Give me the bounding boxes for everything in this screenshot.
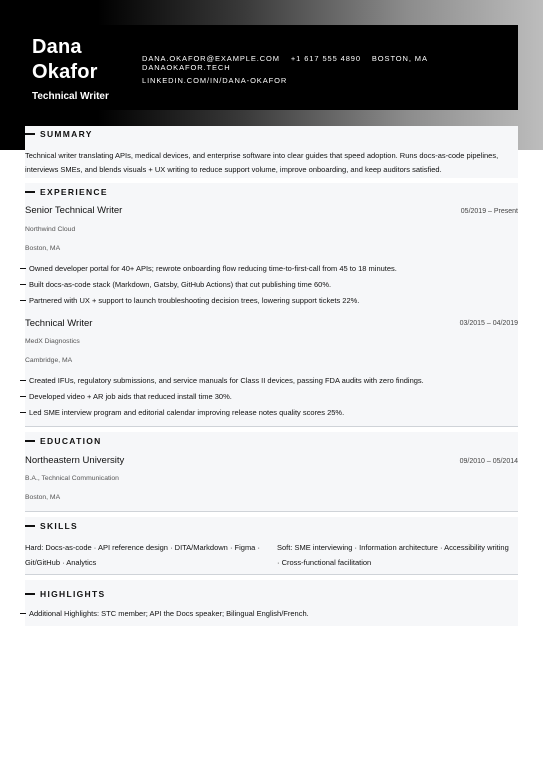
dash-icon bbox=[25, 191, 35, 192]
list-item: Owned developer portal for 40+ APIs; rewrote onboarding flow reducing time-to-first-call from 45 to 18 minutes. bbox=[20, 264, 397, 273]
job-title: Technical Writer bbox=[32, 91, 109, 102]
education-dates: 09/2010 – 05/2014 bbox=[459, 458, 518, 465]
dash-icon bbox=[20, 396, 26, 397]
dash-icon bbox=[20, 613, 26, 614]
job-location: Boston, MA bbox=[25, 245, 61, 252]
job-location: Cambridge, MA bbox=[25, 357, 73, 364]
soft-skills: · Cross-functional facilitation bbox=[277, 558, 372, 567]
dash-icon bbox=[25, 133, 35, 134]
divider bbox=[25, 511, 518, 512]
phone: +1 617 555 4890 bbox=[290, 54, 361, 63]
list-item: Additional Highlights: STC member; API the Docs speaker; Bilingual English/French. bbox=[20, 609, 309, 618]
summary-text: Technical writer translating APIs, medical devices, and enterprise software into clear guides that speed adoption. Runs docs-as-code pipelines, bbox=[25, 151, 499, 160]
job-company: MedX Diagnostics bbox=[25, 338, 80, 345]
dash-icon bbox=[25, 525, 35, 526]
section-heading: SUMMARY bbox=[25, 127, 93, 141]
section-heading: SKILLS bbox=[25, 519, 78, 533]
experience-section bbox=[25, 183, 518, 427]
education-section bbox=[25, 432, 518, 511]
school-name: Northeastern University bbox=[25, 455, 125, 466]
degree: B.A., Technical Communication bbox=[25, 475, 119, 482]
location: BOSTON, MA bbox=[371, 54, 428, 63]
list-item: Partnered with UX + support to launch troubleshooting decision trees, lowering support tickets 22%. bbox=[20, 296, 359, 305]
list-item: Developed video + AR job aids that reduced install time 30%. bbox=[20, 392, 232, 401]
contact-line-2 bbox=[142, 76, 295, 85]
job-role: Technical Writer bbox=[25, 318, 93, 329]
list-item: Created IFUs, regulatory submissions, and service manuals for Class II devices, passing FDA audits with zero findings. bbox=[20, 376, 424, 385]
section-heading: EDUCATION bbox=[25, 434, 102, 448]
list-item: Built docs-as-code stack (Markdown, Gatsby, GitHub Actions) that cut publishing time 60%. bbox=[20, 280, 331, 289]
education-location: Boston, MA bbox=[25, 494, 61, 501]
dash-icon bbox=[20, 412, 26, 413]
header bbox=[25, 25, 518, 110]
dash-icon bbox=[20, 284, 26, 285]
dash-icon bbox=[25, 593, 35, 594]
section-heading: EXPERIENCE bbox=[25, 185, 108, 199]
job-company: Northwind Cloud bbox=[25, 226, 76, 233]
divider bbox=[25, 426, 518, 427]
list-item: Led SME interview program and editorial calendar improving release notes quality scores 25%. bbox=[20, 408, 344, 417]
section-heading: HIGHLIGHTS bbox=[25, 587, 105, 601]
dash-icon bbox=[20, 300, 26, 301]
skills-section bbox=[25, 517, 518, 574]
candidate-name: Dana Okafor bbox=[32, 36, 98, 83]
dash-icon bbox=[20, 268, 26, 269]
job-role: Senior Technical Writer bbox=[25, 205, 123, 216]
job-dates: 03/2015 – 04/2019 bbox=[459, 320, 518, 327]
divider bbox=[25, 574, 518, 575]
summary-section bbox=[25, 126, 518, 178]
job-dates: 05/2019 – Present bbox=[460, 208, 518, 215]
hard-skills: Git/GitHub · Analytics bbox=[25, 558, 97, 567]
summary-text: interviews SMEs, and blends visuals + UX writing to reduce support volume, improve onboarding, and keep auditors satisfied. bbox=[25, 165, 442, 174]
linkedin[interactable]: LINKEDIN.COM/IN/DANA-OKAFOR bbox=[142, 76, 288, 85]
hard-skills: Hard: Docs-as-code · API reference design · DITA/Markdown · Figma · bbox=[25, 543, 260, 552]
dash-icon bbox=[25, 440, 35, 441]
website[interactable]: DANAOKAFOR.TECH bbox=[142, 63, 231, 72]
email[interactable]: DANA.OKAFOR@EXAMPLE.COM bbox=[142, 54, 280, 63]
highlights-section bbox=[25, 580, 518, 626]
dash-icon bbox=[20, 380, 26, 381]
soft-skills: Soft: SME interviewing · Information architecture · Accessibility writing bbox=[277, 543, 509, 552]
contact-line bbox=[142, 54, 518, 72]
